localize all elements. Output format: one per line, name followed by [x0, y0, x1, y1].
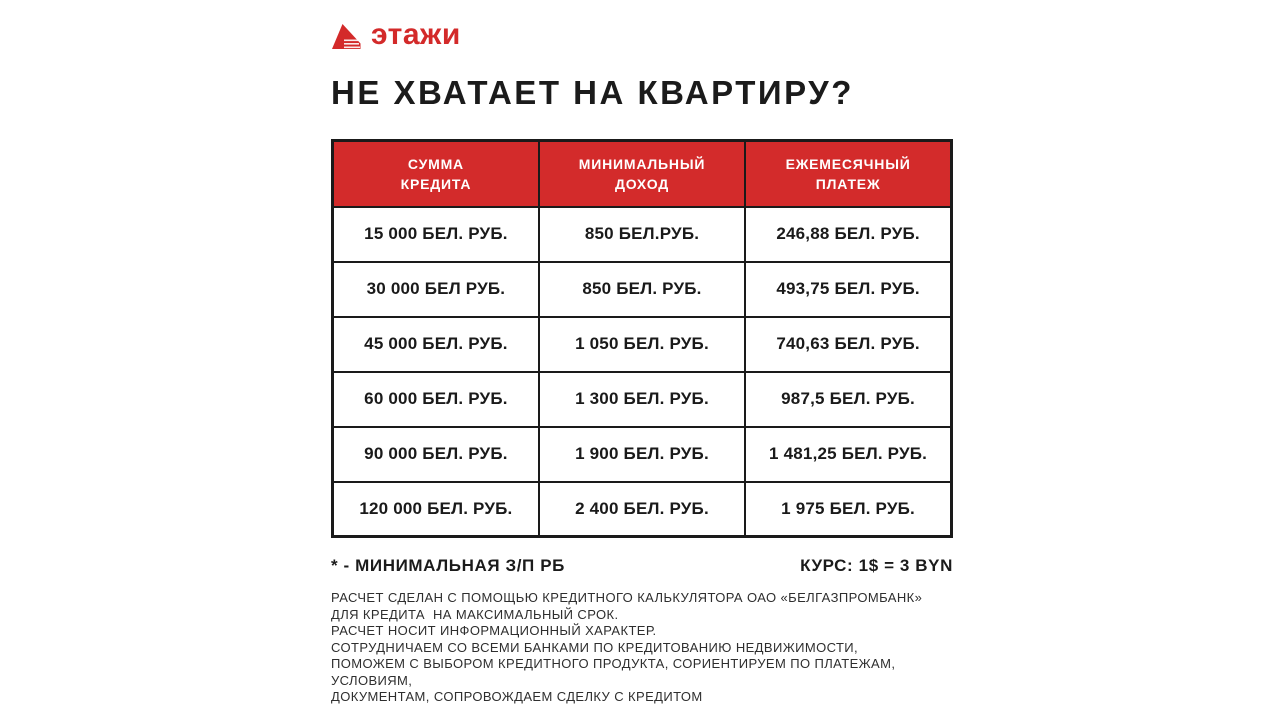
- logo: [331, 18, 953, 54]
- table-cell: 45 000 БЕЛ. РУБ.: [333, 317, 539, 372]
- table-cell: 740,63 БЕЛ. РУБ.: [745, 317, 951, 372]
- flyer-content: [331, 18, 953, 706]
- table-cell: 1 300 БЕЛ. РУБ.: [539, 372, 745, 427]
- table-cell: 120 000 БЕЛ. РУБ.: [333, 482, 539, 537]
- header-line: СУММА: [407, 155, 464, 172]
- table-cell: 1 481,25 БЕЛ. РУБ.: [745, 427, 951, 482]
- table-row: [333, 262, 952, 317]
- table-row: [333, 427, 952, 482]
- table-cell: 90 000 БЕЛ. РУБ.: [333, 427, 539, 482]
- column-header-monthly-payment: [745, 141, 951, 207]
- table-row: [333, 317, 952, 372]
- table-cell: 987,5 БЕЛ. РУБ.: [745, 372, 951, 427]
- header-line: КРЕДИТА: [400, 175, 472, 192]
- disclaimer-line: РАСЧЕТ СДЕЛАН С ПОМОЩЬЮ КРЕДИТНОГО КАЛЬКУЛЯТОРА ОАО «БЕЛГАЗПРОМБАНК»: [331, 590, 923, 605]
- table-cell: 30 000 БЕЛ РУБ.: [333, 262, 539, 317]
- table-cell: 493,75 БЕЛ. РУБ.: [745, 262, 951, 317]
- disclaimer-line: РАСЧЕТ НОСИТ ИНФОРМАЦИОННЫЙ ХАРАКТЕР.: [331, 623, 657, 638]
- footnote-row: [331, 556, 953, 576]
- table-cell: 2 400 БЕЛ. РУБ.: [539, 482, 745, 537]
- header-line: ЕЖЕМЕСЯЧНЫЙ: [785, 155, 911, 172]
- table-cell: 246,88 БЕЛ. РУБ.: [745, 207, 951, 262]
- table-cell: 1 975 БЕЛ. РУБ.: [745, 482, 951, 537]
- disclaimer-line: УСЛОВИЯМ,: [331, 672, 413, 688]
- table-row: [333, 207, 952, 262]
- table-cell: 1 900 БЕЛ. РУБ.: [539, 427, 745, 482]
- column-header-min-income: [539, 141, 745, 207]
- disclaimer-line: ПОМОЖЕМ С ВЫБОРОМ КРЕДИТНОГО ПРОДУКТА, СОРИЕНТИРУЕМ ПО ПЛАТЕЖАМ,: [331, 656, 896, 671]
- disclaimer-line: ДЛЯ КРЕДИТА НА МАКСИМАЛЬНЫЙ СРОК.: [331, 606, 619, 622]
- logo-text: этажи: [371, 18, 461, 51]
- footnote-min-salary: * - МИНИМАЛЬНАЯ З/П РБ: [331, 556, 565, 575]
- table-row: [333, 482, 952, 537]
- house-floors-icon: [331, 22, 362, 51]
- table-cell: 850 БЕЛ.РУБ.: [539, 207, 745, 262]
- column-header-credit-sum: [333, 141, 539, 207]
- table-cell: 1 050 БЕЛ. РУБ.: [539, 317, 745, 372]
- table-row: [333, 372, 952, 427]
- credit-table: [331, 139, 953, 538]
- table-cell: 850 БЕЛ. РУБ.: [539, 262, 745, 317]
- disclaimer-line: ДОКУМЕНТАМ, СОПРОВОЖДАЕМ СДЕЛКУ С КРЕДИТОМ: [331, 689, 703, 704]
- table-cell: 15 000 БЕЛ. РУБ.: [333, 207, 539, 262]
- disclaimer: [331, 590, 953, 706]
- disclaimer-line: СОТРУДНИЧАЕМ СО ВСЕМИ БАНКАМИ ПО КРЕДИТОВАНИЮ НЕДВИЖИМОСТИ,: [331, 639, 859, 655]
- page-title: НЕ ХВАТАЕТ НА КВАРТИРУ?: [331, 74, 854, 111]
- header-line: ДОХОД: [615, 175, 669, 192]
- footnote-exchange-rate: КУРС: 1$ = 3 BYN: [800, 556, 953, 575]
- table-header-row: [333, 141, 952, 207]
- header-line: ПЛАТЕЖ: [815, 175, 881, 192]
- table-cell: 60 000 БЕЛ. РУБ.: [333, 372, 539, 427]
- header-line: МИНИМАЛЬНЫЙ: [578, 155, 706, 172]
